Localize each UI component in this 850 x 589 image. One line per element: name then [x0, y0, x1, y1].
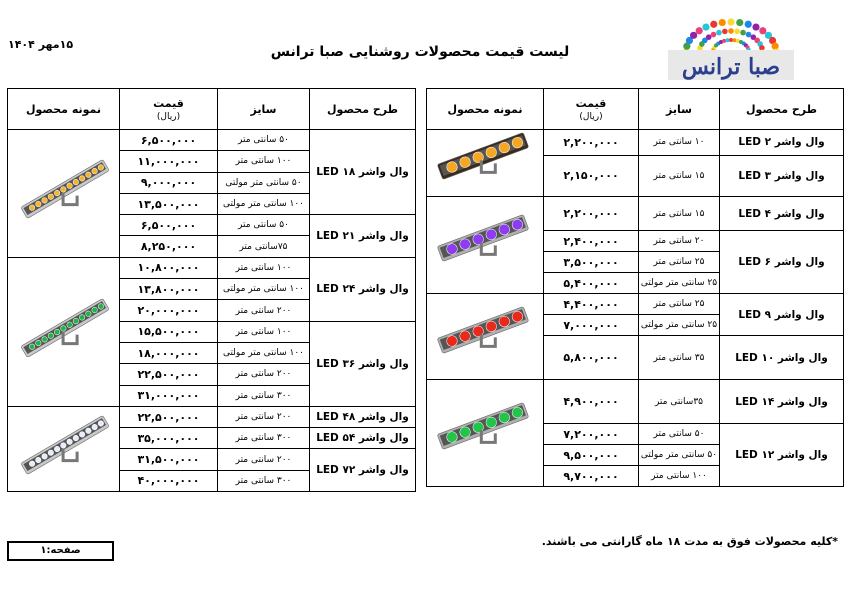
table-header-row — [427, 89, 844, 130]
product-size: ۳۰۰ سانتی متر — [218, 428, 310, 449]
table-row — [8, 130, 416, 151]
table-header-row — [8, 89, 416, 130]
table-row — [427, 380, 844, 424]
product-size: ۱۰۰ سانتی متر مولتی — [218, 193, 310, 214]
page-title: لیست قیمت محصولات روشنایی صبا ترانس — [270, 44, 570, 60]
product-design: وال واشر ۱۲ LED — [720, 424, 844, 487]
product-design: وال واشر ۵۴ LED — [310, 428, 416, 449]
product-price: ۱۳,۸۰۰,۰۰۰ — [120, 279, 218, 300]
product-size: ۲۵ سانتی متر مولتی — [639, 273, 720, 294]
product-size: ۲۰۰ سانتی متر — [218, 364, 310, 385]
product-design: وال واشر ۷۲ LED — [310, 449, 416, 492]
product-sample-image — [427, 380, 544, 487]
wall-washer-green-icon — [430, 400, 540, 466]
header-size: سایز — [218, 89, 310, 130]
product-design: وال واشر ۲۴ LED — [310, 257, 416, 321]
price-table-right — [426, 88, 844, 487]
table-row — [427, 197, 844, 231]
product-price: ۹,۵۰۰,۰۰۰ — [544, 445, 639, 466]
product-design: وال واشر ۹ LED — [720, 294, 844, 336]
product-price: ۲,۴۰۰,۰۰۰ — [544, 231, 639, 252]
product-size: ۱۵ سانتی متر — [639, 155, 720, 196]
product-size: ۲۵ سانتی متر — [639, 252, 720, 273]
product-price: ۳۵,۰۰۰,۰۰۰ — [120, 428, 218, 449]
product-price: ۱۱,۰۰۰,۰۰۰ — [120, 151, 218, 172]
header-price: قیمت (ریال) — [120, 89, 218, 130]
product-price: ۱۵,۵۰۰,۰۰۰ — [120, 321, 218, 342]
product-size: ۵۰ سانتی متر مولتی — [639, 445, 720, 466]
product-size: ۱۰۰ سانتی متر مولتی — [218, 342, 310, 363]
product-price: ۲۰,۰۰۰,۰۰۰ — [120, 300, 218, 321]
product-size: ۲۰ سانتی متر — [639, 231, 720, 252]
product-design: وال واشر ۳ LED — [720, 155, 844, 196]
header-design: طرح محصول — [720, 89, 844, 130]
product-design: وال واشر ۳۶ LED — [310, 321, 416, 406]
wall-washer-amber-icon — [430, 130, 540, 196]
product-price: ۷,۲۰۰,۰۰۰ — [544, 424, 639, 445]
product-sample-image — [8, 130, 120, 258]
product-size: ۱۰۰ سانتی متر — [218, 257, 310, 278]
product-size: ۵۰ سانتی متر — [218, 215, 310, 236]
product-sample-image — [427, 294, 544, 380]
product-price: ۵,۴۰۰,۰۰۰ — [544, 273, 639, 294]
company-logo — [662, 8, 800, 84]
product-price: ۲,۱۵۰,۰۰۰ — [544, 155, 639, 196]
product-sample-image — [8, 257, 120, 406]
product-price: ۱۸,۰۰۰,۰۰۰ — [120, 342, 218, 363]
product-size: ۲۵ سانتی متر — [639, 294, 720, 315]
product-size: ۳۰۰ سانتی متر — [218, 470, 310, 491]
product-price: ۶,۵۰۰,۰۰۰ — [120, 215, 218, 236]
product-design: وال واشر ۲۱ LED — [310, 215, 416, 258]
warranty-note: *کلیه محصولات فوق به مدت ۱۸ ماه گارانتی می باشند. — [541, 535, 838, 548]
product-size: ۲۰۰ سانتی متر — [218, 449, 310, 470]
product-design: وال واشر ۲ LED — [720, 130, 844, 156]
product-size: ۱۰ سانتی متر — [639, 130, 720, 156]
product-size: ۳۰۰ سانتی متر — [218, 385, 310, 406]
product-size: ۵۰ سانتی متر — [639, 424, 720, 445]
wall-washer-red-icon — [430, 304, 540, 370]
product-size: ۵۰ سانتی متر — [218, 130, 310, 151]
product-sample-image — [427, 130, 544, 197]
header-sample: نمونه محصول — [427, 89, 544, 130]
table-row — [8, 406, 416, 427]
product-size: ۵۰ سانتی متر مولتی — [218, 172, 310, 193]
product-size: ۲۰۰ سانتی متر — [218, 406, 310, 427]
product-price: ۲۲,۵۰۰,۰۰۰ — [120, 406, 218, 427]
svg-text:صبا ترانس: صبا ترانس — [681, 54, 781, 80]
product-price: ۲,۲۰۰,۰۰۰ — [544, 130, 639, 156]
document-date: ۱۵مهر ۱۴۰۴ — [8, 38, 74, 51]
wall-washer-green-long-icon — [16, 292, 112, 372]
wall-washer-purple-icon — [430, 212, 540, 278]
product-price: ۴۰,۰۰۰,۰۰۰ — [120, 470, 218, 491]
header-sample: نمونه محصول — [8, 89, 120, 130]
product-price: ۶,۵۰۰,۰۰۰ — [120, 130, 218, 151]
wall-washer-amber-long-icon — [16, 153, 112, 233]
page-number: صفحه:۱ — [7, 541, 114, 561]
product-price: ۲,۲۰۰,۰۰۰ — [544, 197, 639, 231]
product-sample-image — [427, 197, 544, 294]
product-price: ۳,۵۰۰,۰۰۰ — [544, 252, 639, 273]
product-size: ۲۰۰ سانتی متر — [218, 300, 310, 321]
product-design: وال واشر ۱۴ LED — [720, 380, 844, 424]
table-row — [427, 294, 844, 315]
product-size: ۳۵ سانتی متر — [639, 336, 720, 380]
product-size: ۱۰۰ سانتی متر — [218, 151, 310, 172]
product-price: ۴,۹۰۰,۰۰۰ — [544, 380, 639, 424]
product-price: ۵,۸۰۰,۰۰۰ — [544, 336, 639, 380]
product-price: ۴,۴۰۰,۰۰۰ — [544, 294, 639, 315]
table-row — [8, 257, 416, 278]
product-design: وال واشر ۴۸ LED — [310, 406, 416, 427]
product-price: ۹,۷۰۰,۰۰۰ — [544, 466, 639, 487]
product-size: ۱۵ سانتی متر — [639, 197, 720, 231]
product-price: ۳۱,۵۰۰,۰۰۰ — [120, 449, 218, 470]
product-size: ۱۰۰ سانتی متر — [218, 321, 310, 342]
header-size: سایز — [639, 89, 720, 130]
product-price: ۱۳,۵۰۰,۰۰۰ — [120, 193, 218, 214]
product-size: ۱۰۰ سانتی متر — [639, 466, 720, 487]
table-row — [427, 130, 844, 156]
product-price: ۸,۲۵۰,۰۰۰ — [120, 236, 218, 257]
header-price: قیمت (ریال) — [544, 89, 639, 130]
product-price: ۹,۰۰۰,۰۰۰ — [120, 172, 218, 193]
product-price: ۱۰,۸۰۰,۰۰۰ — [120, 257, 218, 278]
product-size: ۳۵سانتی متر — [639, 380, 720, 424]
product-size: ۷۵سانتی متر — [218, 236, 310, 257]
product-price: ۳۱,۰۰۰,۰۰۰ — [120, 385, 218, 406]
product-design: وال واشر ۱۰ LED — [720, 336, 844, 380]
wall-washer-white-long-icon — [16, 409, 112, 489]
product-design: وال واشر ۴ LED — [720, 197, 844, 231]
header-design: طرح محصول — [310, 89, 416, 130]
product-design: وال واشر ۶ LED — [720, 231, 844, 294]
product-size: ۲۵ سانتی متر مولتی — [639, 315, 720, 336]
product-sample-image — [8, 406, 120, 491]
price-table-left — [7, 88, 416, 492]
product-size: ۱۰۰ سانتی متر مولتی — [218, 279, 310, 300]
product-price: ۷,۰۰۰,۰۰۰ — [544, 315, 639, 336]
product-price: ۲۲,۵۰۰,۰۰۰ — [120, 364, 218, 385]
product-design: وال واشر ۱۸ LED — [310, 130, 416, 215]
